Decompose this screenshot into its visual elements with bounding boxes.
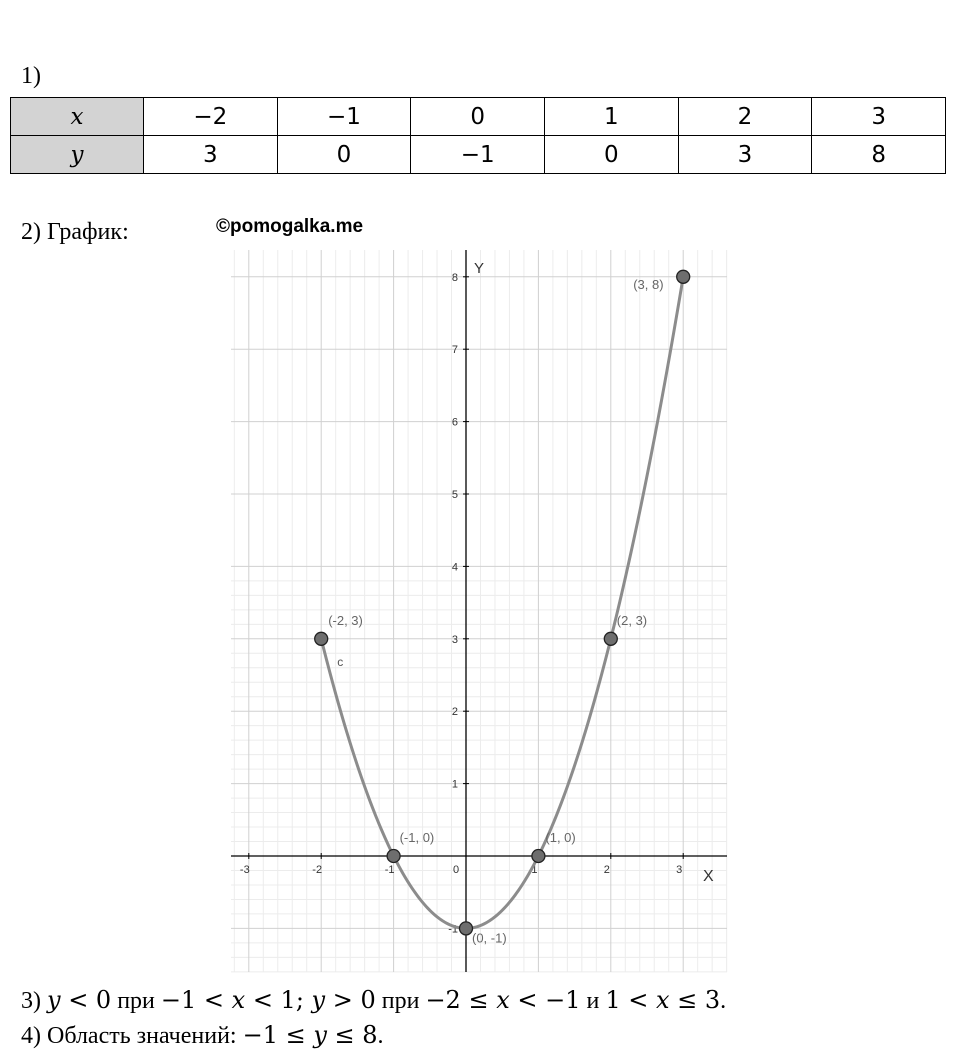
data-point	[677, 270, 690, 283]
part3-statement	[47, 988, 726, 1014]
part3-segment: .	[720, 988, 727, 1014]
part4-segment: .	[377, 1023, 384, 1049]
point-label: (-2, 3)	[328, 612, 363, 628]
point-label: (1, 0)	[545, 830, 576, 845]
table-cell: 0	[411, 98, 545, 136]
table-cell: 8	[812, 136, 946, 174]
parabola-curve	[321, 277, 683, 929]
data-point	[532, 850, 545, 863]
row-header-y: y	[11, 136, 144, 174]
part3-segment: < 1;	[245, 986, 312, 1014]
y-axis-label: Y	[474, 260, 485, 277]
part3-segment: при	[111, 988, 161, 1014]
point-label: (0, -1)	[472, 930, 507, 946]
x-tick-label: -1	[384, 864, 395, 876]
part4-segment: −1 ≤	[242, 1021, 314, 1049]
y-tick-label: 8	[451, 271, 458, 284]
y-tick-label: 3	[451, 633, 458, 646]
y-tick-label: 4	[451, 561, 458, 574]
table-cell: 3	[678, 136, 812, 174]
part3-segment: x	[496, 986, 510, 1014]
part3-segment: > 0	[325, 986, 376, 1014]
part1-label: 1)	[21, 63, 41, 89]
watermark-text: ©pomogalka.me	[216, 216, 364, 237]
y-tick-label: 5	[451, 489, 458, 501]
part3-segment: −2 ≤	[425, 986, 497, 1014]
part3-segment: 1 <	[605, 986, 656, 1014]
point-label: (-1, 0)	[399, 830, 435, 845]
part3-segment: y	[311, 986, 326, 1014]
part4-label: 4) Область значений:	[21, 1023, 237, 1049]
x-tick-label: 2	[603, 864, 610, 876]
part3-segment: при	[375, 988, 426, 1014]
part3-segment: x	[231, 986, 246, 1014]
part3-segment: и	[580, 988, 606, 1014]
part3-segment: y	[47, 986, 61, 1014]
y-tick-label: 2	[451, 706, 458, 719]
part2-label: 2) График:	[21, 219, 129, 245]
y-tick-label: -1	[448, 923, 458, 936]
point-label: (3, 8)	[633, 276, 664, 292]
table-cell: −2	[144, 98, 278, 136]
part3-segment: x	[655, 986, 670, 1014]
x-tick-label: -3	[239, 864, 250, 876]
part4-answer	[21, 1020, 384, 1051]
part3-segment: < 0	[60, 986, 112, 1014]
data-point	[604, 632, 617, 645]
data-point	[315, 632, 328, 645]
part4-statement	[243, 1023, 384, 1049]
table-cell: 3	[144, 136, 278, 174]
table-cell: −1	[411, 136, 545, 174]
part3-segment: < −1	[509, 986, 581, 1014]
x-tick-label: 0	[452, 864, 460, 876]
table-cell: −1	[277, 98, 411, 136]
data-point	[387, 850, 400, 863]
y-tick-label: 7	[451, 344, 458, 357]
part3-segment: −1 <	[160, 986, 232, 1014]
x-axis-label: X	[703, 868, 714, 885]
row-header-x: x	[11, 98, 144, 136]
chart-curve	[321, 277, 683, 929]
part3-answer	[21, 985, 726, 1016]
chart-points	[315, 270, 690, 935]
x-tick-label: 3	[676, 864, 683, 876]
table-cell: 0	[544, 136, 678, 174]
point-label: (2, 3)	[616, 612, 648, 628]
chart-axes	[231, 250, 727, 972]
part3-segment: ≤ 3	[669, 986, 721, 1014]
y-tick-label: 1	[451, 778, 458, 791]
x-tick-label: -2	[312, 864, 323, 876]
y-tick-label: 6	[451, 416, 458, 429]
table-cell: 3	[812, 98, 946, 136]
chart-labels	[328, 277, 663, 946]
data-point	[460, 922, 473, 935]
x-tick-label: 1	[531, 864, 538, 876]
part4-segment: y	[313, 1021, 327, 1049]
chart-grid	[231, 250, 727, 972]
table-cell: 0	[277, 136, 411, 174]
curve-name-label: c	[337, 654, 344, 669]
part4-segment: ≤ 8	[326, 1021, 378, 1049]
table-cell: 2	[678, 98, 812, 136]
part3-label: 3)	[21, 988, 41, 1014]
table-cell: 1	[544, 98, 678, 136]
